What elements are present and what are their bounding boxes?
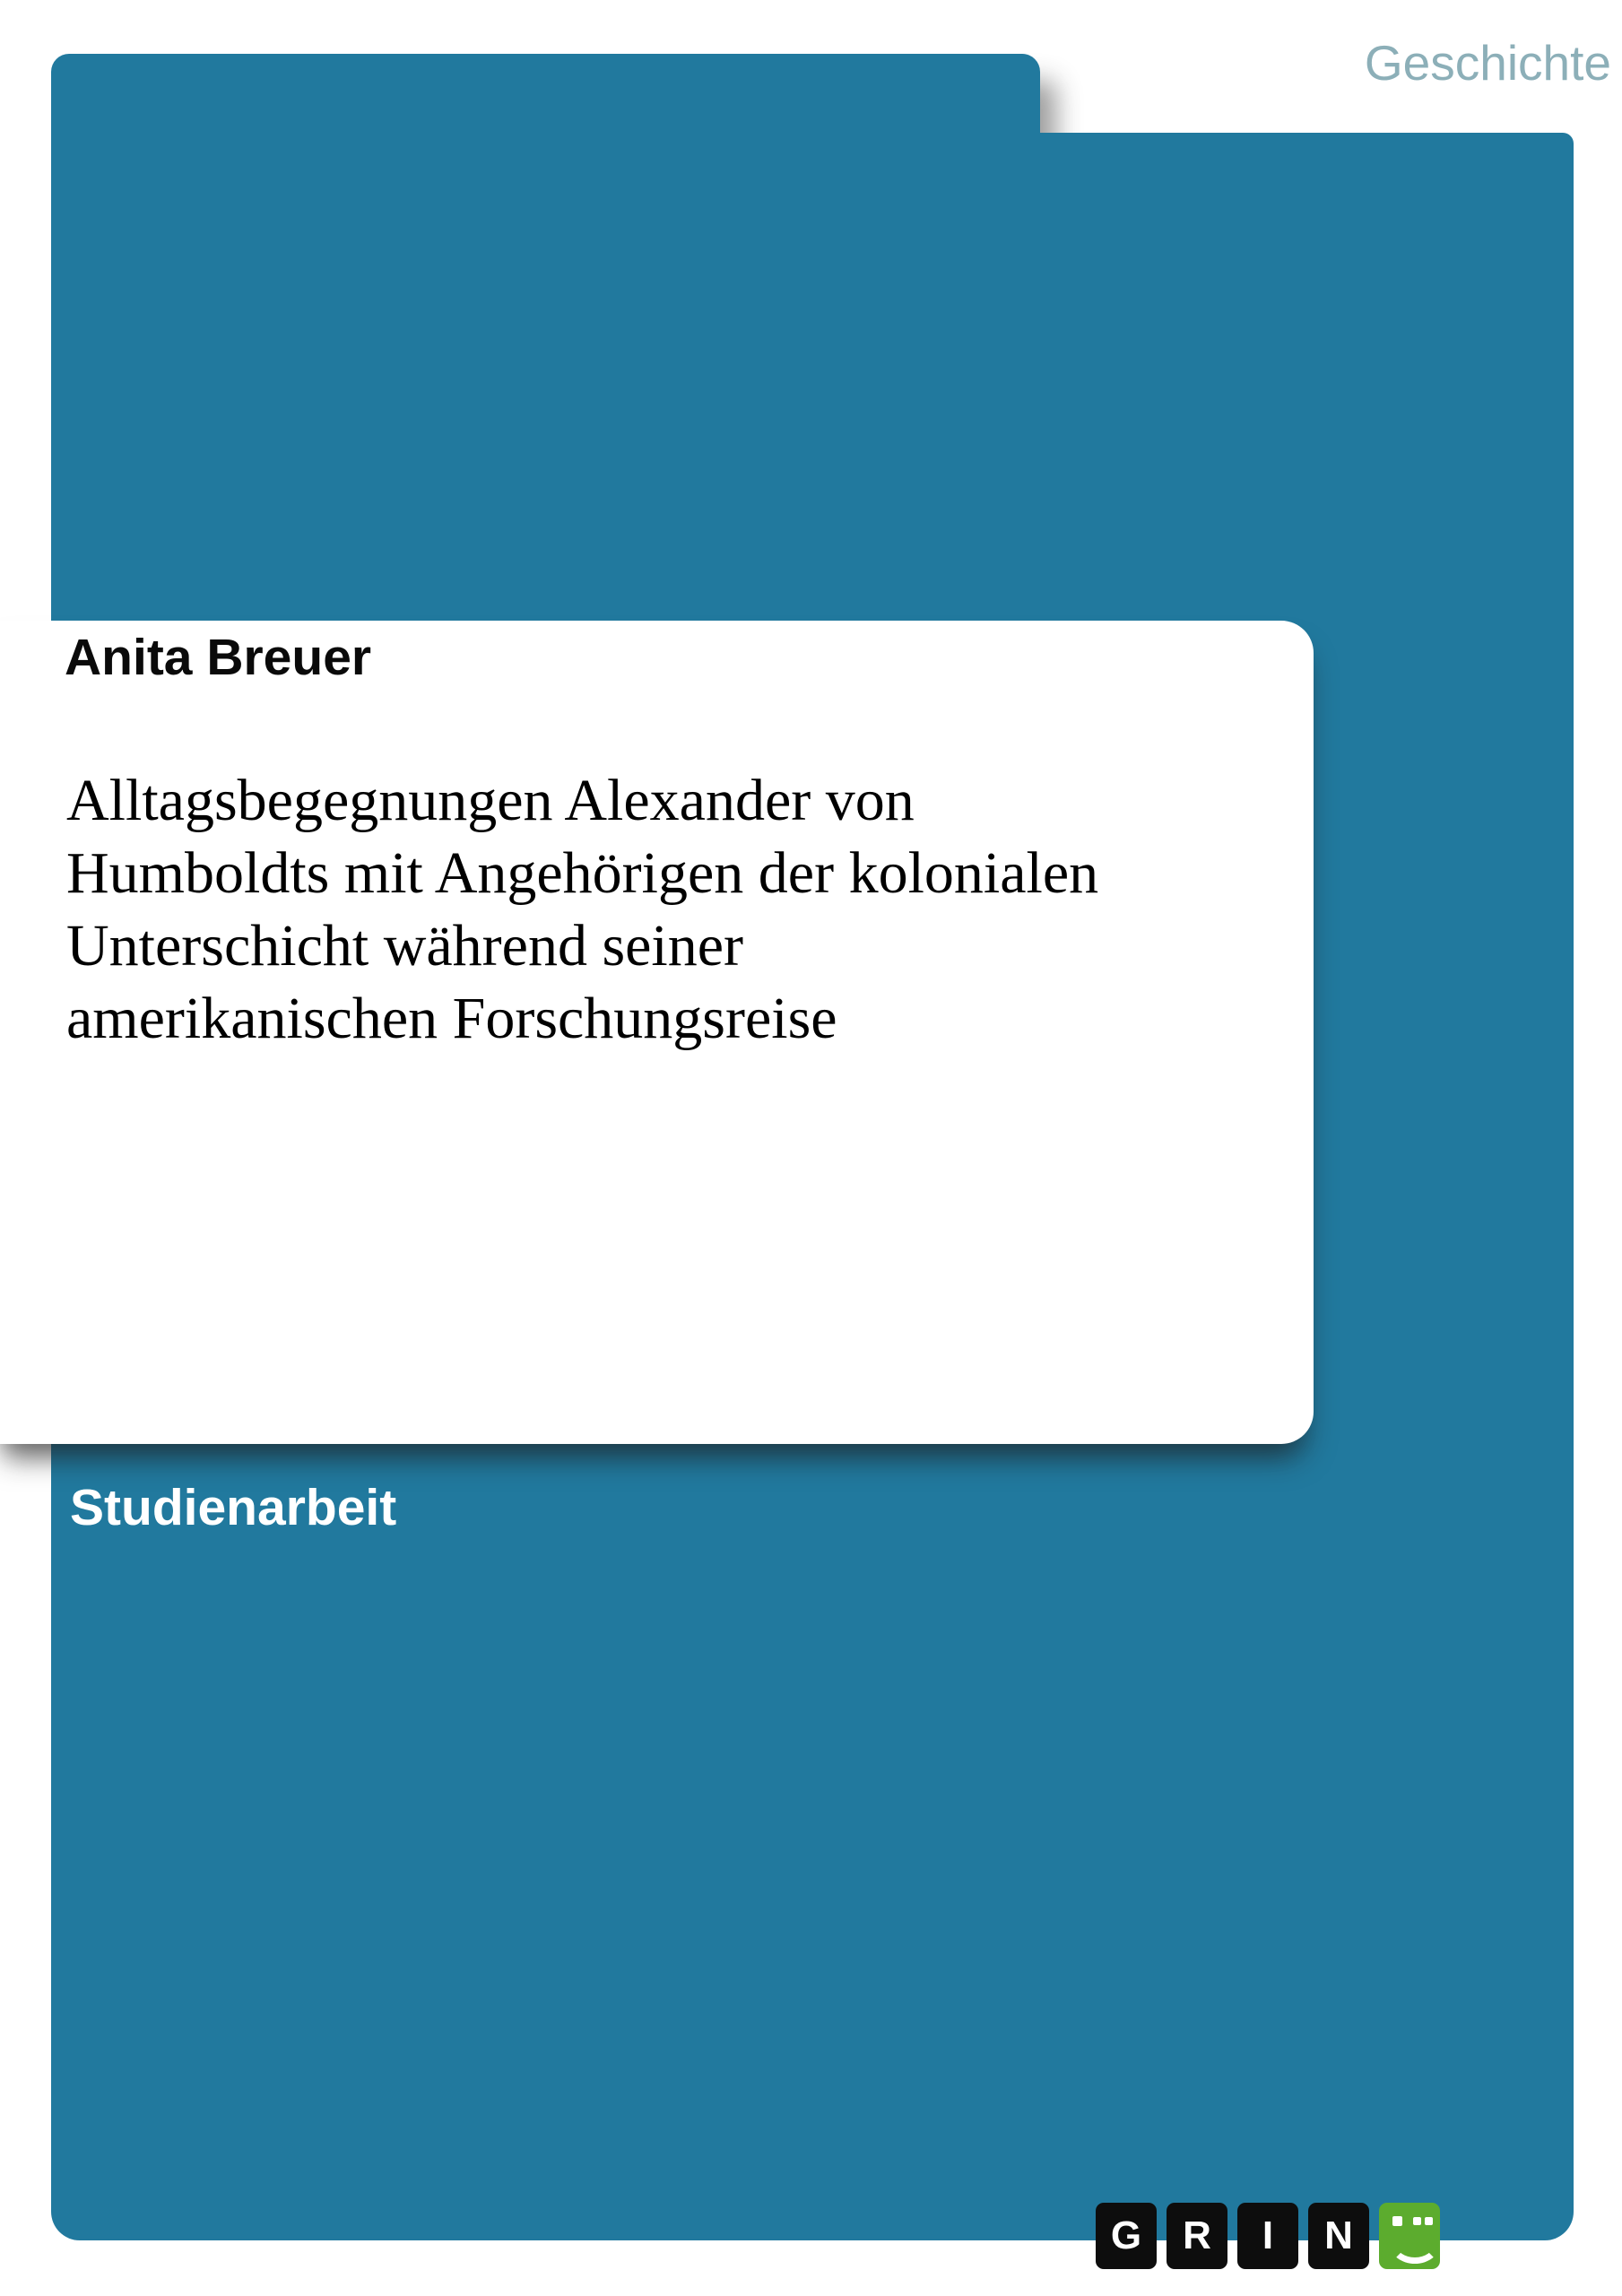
smiley-right-eye-dot2 bbox=[1425, 2217, 1433, 2225]
logo-letter-n: N bbox=[1308, 2203, 1369, 2269]
title-line-4: amerikanischen Forschungsreise bbox=[66, 986, 837, 1051]
grin-logo bbox=[1096, 2203, 1440, 2269]
logo-letter-i: I bbox=[1237, 2203, 1298, 2269]
smiley-mouth bbox=[1390, 2224, 1440, 2264]
document-type-label: Studienarbeit bbox=[70, 1479, 397, 1536]
title-line-1: Alltagsbegegnungen Alexander von bbox=[66, 768, 915, 833]
title-line-2: Humboldts mit Angehörigen der kolonialen bbox=[66, 840, 1099, 906]
author-name: Anita Breuer bbox=[65, 629, 372, 686]
logo-letter-g: G bbox=[1096, 2203, 1157, 2269]
category-label: Geschichte bbox=[1364, 35, 1611, 91]
logo-letter-r: R bbox=[1167, 2203, 1227, 2269]
title-line-3: Unterschicht während seiner bbox=[66, 913, 744, 978]
smiley-left-eye bbox=[1392, 2216, 1402, 2226]
smiley-face-icon bbox=[1379, 2203, 1440, 2269]
document-title bbox=[66, 764, 1268, 1055]
